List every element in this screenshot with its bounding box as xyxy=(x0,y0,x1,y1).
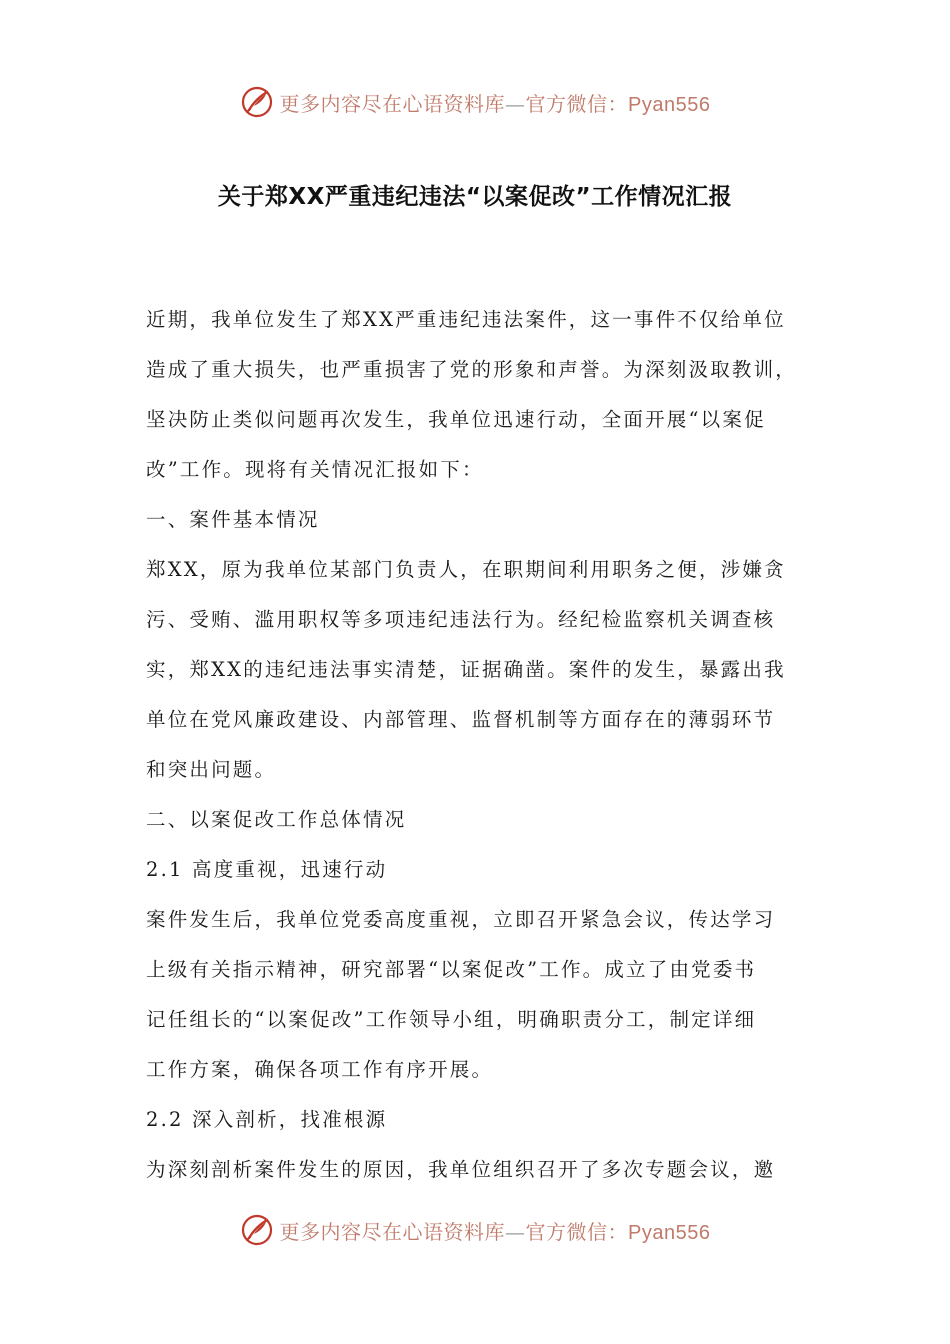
watermark-footer xyxy=(0,1210,950,1250)
body-line: 为深刻剖析案件发生的原因，我单位组织召开了多次专题会议，邀 xyxy=(146,1158,776,1181)
body-line: 工作方案，确保各项工作有序开展。 xyxy=(146,1058,494,1081)
watermark-text: 更多内容尽在心语资料库—官方微信：Pyan556 xyxy=(279,91,711,116)
body-line: 造成了重大损失，也严重损害了党的形象和声誉。为深刻汲取教训， xyxy=(146,358,798,381)
body-line: 单位在党风廉政建设、内部管理、监督机制等方面存在的薄弱环节 xyxy=(146,708,776,731)
body-line: 污、受贿、滥用职权等多项违纪违法行为。经纪检监察机关调查核 xyxy=(146,608,776,631)
quill-logo-icon xyxy=(240,1213,274,1247)
watermark-header xyxy=(0,82,950,122)
subsection-heading-2-1: 2.1 高度重视，迅速行动 xyxy=(146,858,388,881)
body-line: 实，郑XX的违纪违法事实清楚，证据确凿。案件的发生，暴露出我 xyxy=(146,658,786,681)
body-line: 记任组长的“以案促改”工作领导小组，明确职责分工，制定详细 xyxy=(146,1008,757,1031)
body-line: 郑XX，原为我单位某部门负责人，在职期间利用职务之便，涉嫌贪 xyxy=(146,558,786,581)
section-heading-1: 一、案件基本情况 xyxy=(146,508,320,531)
section-heading-2: 二、以案促改工作总体情况 xyxy=(146,808,407,831)
watermark-text: 更多内容尽在心语资料库—官方微信：Pyan556 xyxy=(279,1219,711,1244)
document-title: 关于郑XX严重违纪违法“以案促改”工作情况汇报 xyxy=(217,184,733,210)
body-line: 坚决防止类似问题再次发生，我单位迅速行动，全面开展“以案促 xyxy=(146,408,766,431)
subsection-heading-2-2: 2.2 深入剖析，找准根源 xyxy=(146,1108,388,1131)
quill-logo-icon xyxy=(240,85,274,119)
body-line: 改”工作。现将有关情况汇报如下： xyxy=(146,458,484,481)
body-line: 案件发生后，我单位党委高度重视，立即召开紧急会议，传达学习 xyxy=(146,908,776,931)
document-body xyxy=(146,295,810,1195)
body-line: 和突出问题。 xyxy=(146,758,277,781)
body-line: 上级有关指示精神，研究部署“以案促改”工作。成立了由党委书 xyxy=(146,958,757,981)
body-line: 近期，我单位发生了郑XX严重违纪违法案件，这一事件不仅给单位 xyxy=(146,308,786,331)
